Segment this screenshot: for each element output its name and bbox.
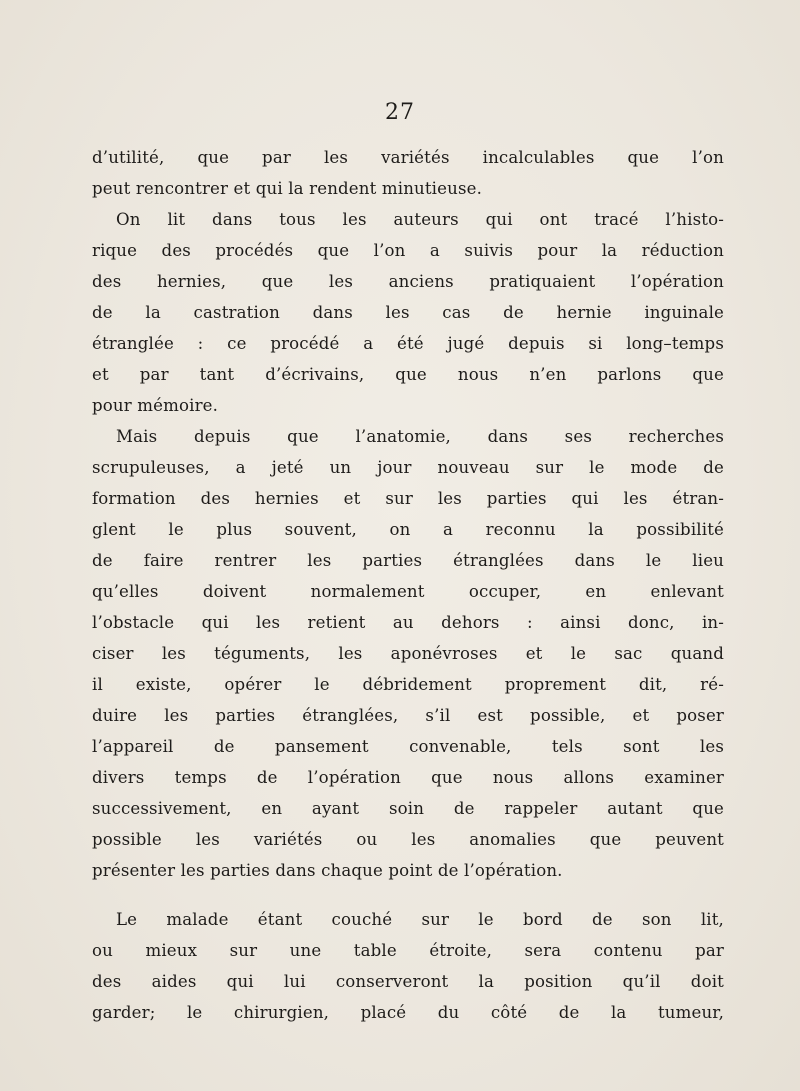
text-line: des hernies, que les anciens pratiquaient l’opération [92, 272, 724, 291]
text-line: ou mieux sur une table étroite, sera contenu par [92, 941, 724, 960]
text-line: duire les parties étranglées, s’il est possible, et poser [92, 706, 724, 725]
text-line: et par tant d’écrivains, que nous n’en parlons que [92, 365, 724, 384]
text-line: divers temps de l’opération que nous allons examiner [92, 768, 724, 787]
text-line: formation des hernies et sur les parties qui les étran- [92, 489, 724, 508]
text-line: étranglée : ce procédé a été jugé depuis si long–temps [92, 334, 724, 353]
text-line: rique des procédés que l’on a suivis pour la réduction [92, 241, 724, 260]
text-line: qu’elles doivent normalement occuper, en enlevant [92, 582, 724, 601]
text-line: d’utilité, que par les variétés incalculables que l’on [92, 148, 724, 167]
paragraph [92, 421, 724, 886]
text-line: de la castration dans les cas de hernie inguinale [92, 303, 724, 322]
paragraph [92, 204, 724, 421]
text-line: Mais depuis que l’anatomie, dans ses recherches [116, 427, 724, 446]
text-line: possible les variétés ou les anomalies que peuvent [92, 830, 724, 849]
text-line: de faire rentrer les parties étranglées dans le lieu [92, 551, 724, 570]
text-line: successivement, en ayant soin de rappeler autant que [92, 799, 724, 818]
paragraph [92, 904, 724, 1028]
body-text [92, 142, 724, 1028]
text-line: l’obstacle qui les retient au dehors : ainsi donc, in- [92, 613, 724, 632]
text-line: peut rencontrer et qui la rendent minutieuse. [92, 179, 483, 198]
paragraph [92, 142, 724, 204]
text-line: l’appareil de pansement convenable, tels sont les [92, 737, 724, 756]
paragraph-spacer [92, 886, 724, 904]
text-line: pour mémoire. [92, 396, 219, 415]
text-line: présenter les parties dans chaque point de l’opération. [92, 861, 563, 880]
text-line: Le malade étant couché sur le bord de son lit, [116, 910, 724, 929]
text-line: il existe, opérer le débridement proprement dit, ré- [92, 675, 724, 694]
text-line: ciser les téguments, les aponévroses et le sac quand [92, 644, 724, 663]
text-line: garder; le chirurgien, placé du côté de la tumeur, [92, 1003, 724, 1022]
text-line: scrupuleuses, a jeté un jour nouveau sur le mode de [92, 458, 724, 477]
text-line: On lit dans tous les auteurs qui ont tracé l’histo- [116, 210, 724, 229]
text-line: des aides qui lui conserveront la position qu’il doit [92, 972, 724, 991]
page-number: 27 [385, 100, 415, 125]
text-line: glent le plus souvent, on a reconnu la possibilité [92, 520, 724, 539]
